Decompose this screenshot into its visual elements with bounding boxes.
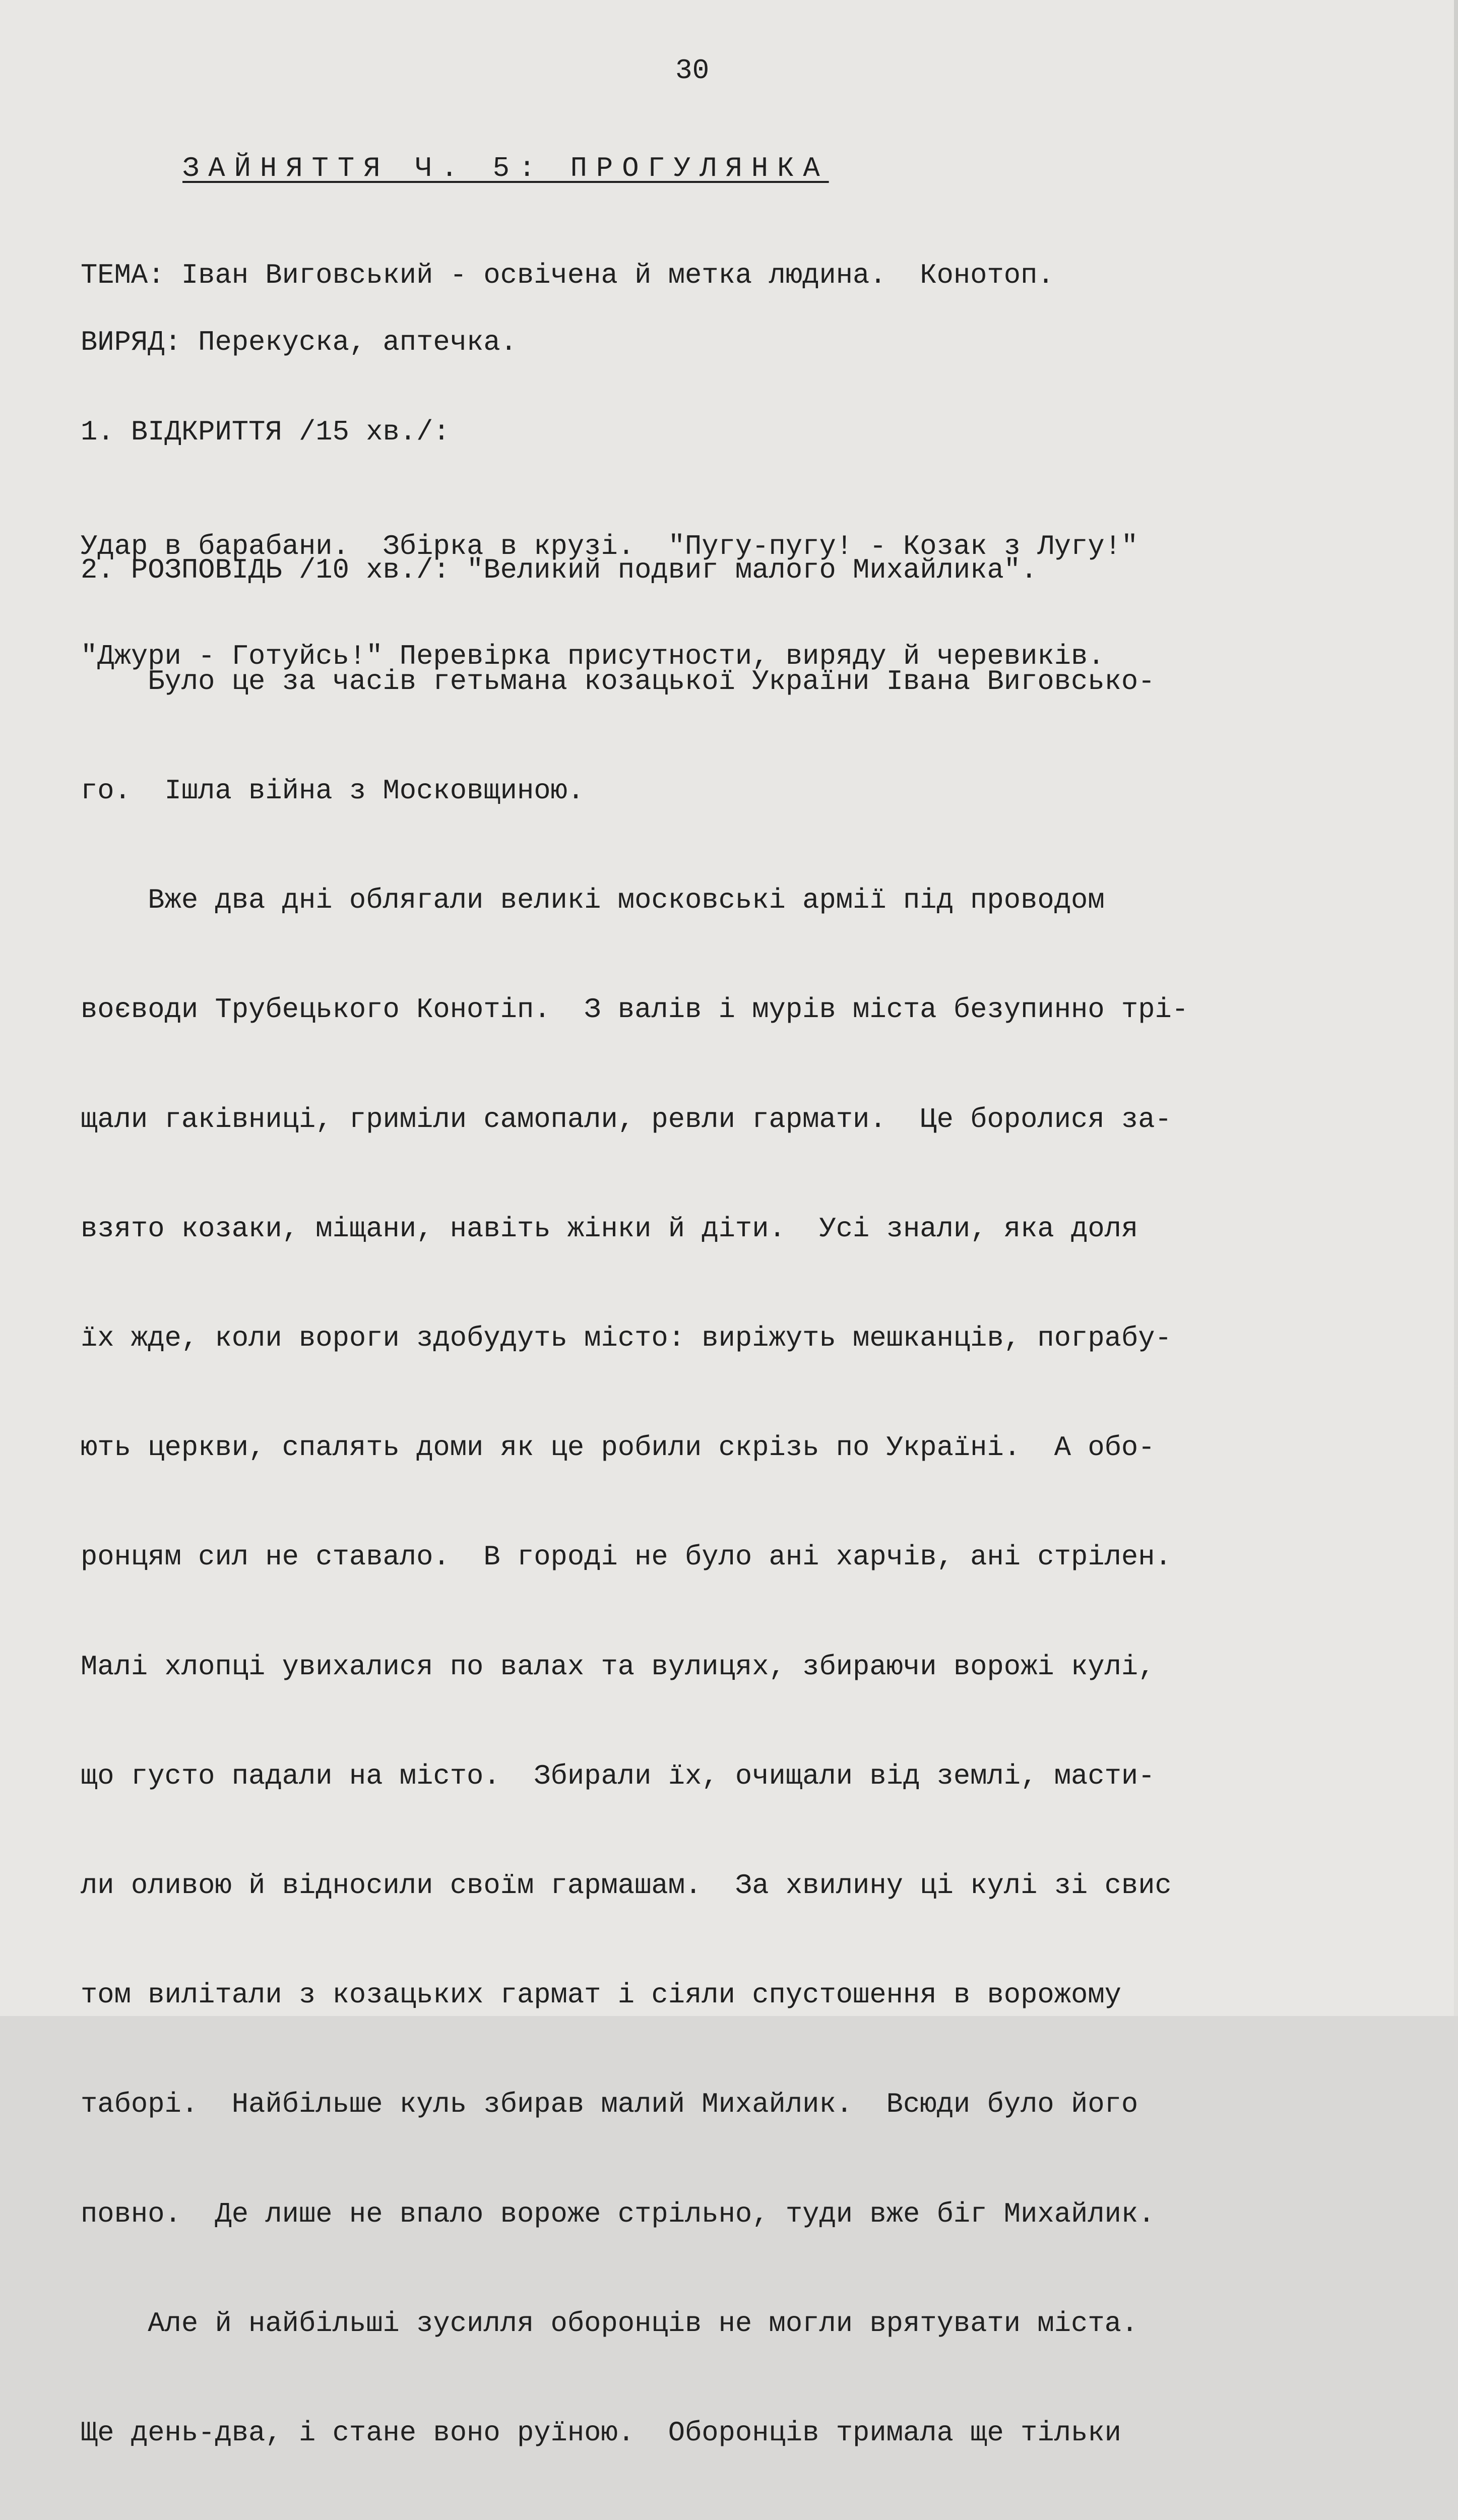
opening-line: Удар в барабани. Збірка в крузі. "Пугу-пугу! - Козак з Лугу!" <box>81 531 1138 562</box>
story-body <box>81 591 1188 2520</box>
story-line: ють церкви, спалять доми як це робили скрізь по Україні. А обо- <box>81 1432 1155 1464</box>
page-edge-shadow <box>1454 0 1458 2016</box>
story-line: що густо падали на місто. Збирали їх, очищали від землі, масти- <box>81 1760 1155 1792</box>
story-line: го. Ішла війна з Московщиною. <box>81 775 585 807</box>
story-line: Було це за часів гетьмана козацької України Івана Виговсько- <box>81 665 1155 698</box>
story-line: взято козаки, міщани, навіть жінки й діти. Усі знали, яка доля <box>81 1213 1138 1245</box>
page-number: 30 <box>675 54 710 87</box>
story-line: Малі хлопці увихалися по валах та вулицях, збираючи ворожі кулі, <box>81 1651 1155 1683</box>
story-heading: 2. РОЗПОВІДЬ /10 хв./: "Великий подвиг малого Михайлика". <box>81 554 1038 586</box>
story-line: Ще день-два, і стане воно руїною. Оборонців тримала ще тільки <box>81 2417 1121 2449</box>
page-title: ЗАЙНЯТТЯ Ч. 5: ПРОГУЛЯНКА <box>182 153 829 184</box>
gear-line: ВИРЯД: Перекуска, аптечка. <box>81 327 517 358</box>
story-line: том вилітали з козацьких гармат і сіяли спустошення в ворожому <box>81 1979 1121 2011</box>
story-line: повно. Де лише не впало вороже стрільно, туди вже біг Михайлик. <box>81 2198 1155 2230</box>
theme-line: ТЕМА: Іван Виговський - освічена й метка людина. Конотоп. <box>81 260 1054 291</box>
opening-heading: 1. ВІДКРИТТЯ /15 хв./: <box>81 416 450 448</box>
story-line: таборі. Найбільше куль збирав малий Михайлик. Всюди було його <box>81 2089 1138 2121</box>
opening-line: "Джури - Готуйсь!" Перевірка присутности, виряду й черевиків. <box>81 641 1105 673</box>
story-line: Але й найбільші зусилля оборонців не могли врятувати міста. <box>81 2307 1138 2340</box>
story-line: воєводи Трубецького Конотіп. З валів і мурів міста безупинно трі- <box>81 994 1189 1026</box>
story-line: щали гаківниці, гриміли самопали, ревли гармати. Це боролися за- <box>81 1103 1172 1136</box>
story-line: їх жде, коли вороги здобудуть місто: виріжуть мешканців, пограбу- <box>81 1322 1172 1355</box>
story-line: ли оливою й відносили своїм гармашам. За хвилину ці кулі зі свис <box>81 1870 1172 1902</box>
story-line: ронцям сил не ставало. В городі не було ані харчів, ані стрілен. <box>81 1541 1172 1573</box>
story-line: Вже два дні облягали великі московські армії під проводом <box>81 885 1105 917</box>
